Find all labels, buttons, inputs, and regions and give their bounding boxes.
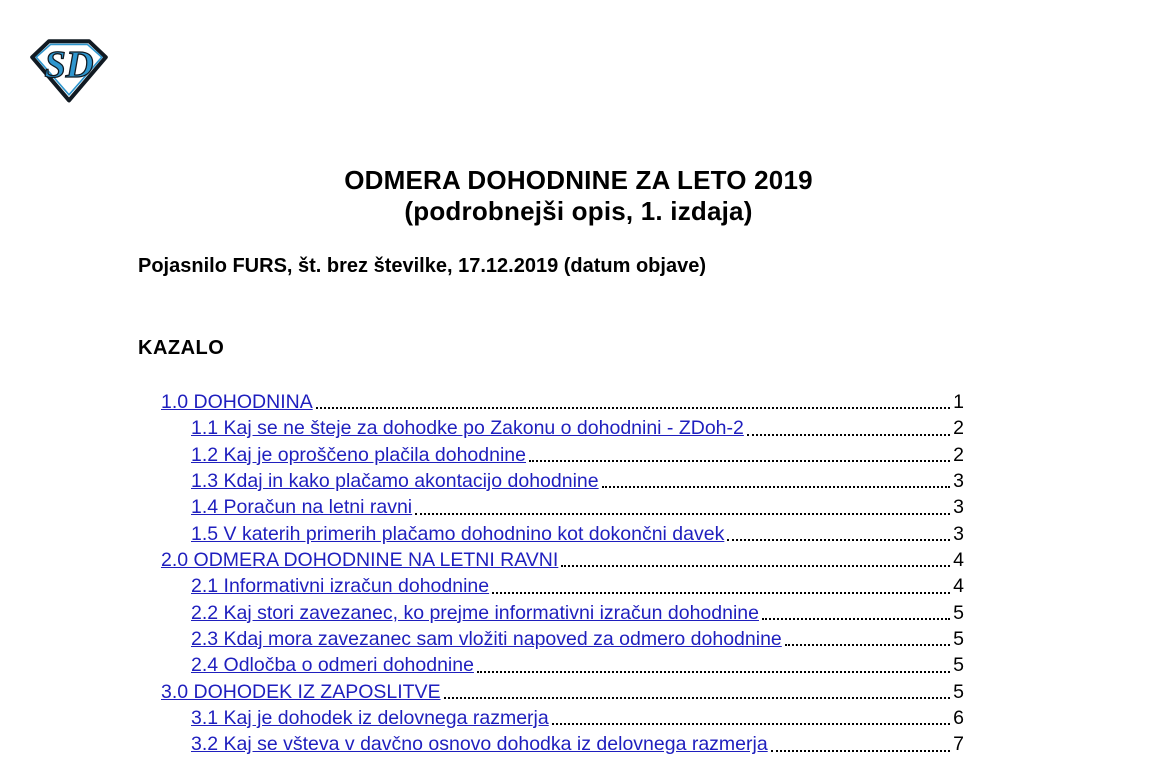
toc-entry-link[interactable]: 1.3 Kdaj in kako plačamo akontacijo dohodnine <box>191 470 599 493</box>
toc-leader-dots <box>747 434 950 436</box>
toc-entry-link[interactable]: 2.4 Odločba o odmeri dohodnine <box>191 654 474 677</box>
toc-leader-dots <box>771 750 950 752</box>
toc-entry-page: 7 <box>953 733 964 756</box>
toc-entry-page: 5 <box>953 628 964 651</box>
toc-leader-dots <box>552 723 950 725</box>
toc-entry <box>161 415 964 441</box>
toc-entry-link[interactable]: 2.0 ODMERA DOHODNINE NA LETNI RAVNI <box>161 549 559 572</box>
toc-entry <box>161 705 964 731</box>
toc-entry-page: 2 <box>953 443 964 466</box>
toc-entry <box>161 547 964 573</box>
toc-entry-link[interactable]: 3.2 Kaj se všteva v davčno osnovo dohodka iz delovnega razmerja <box>191 733 768 756</box>
toc-entry-link[interactable]: 2.3 Kdaj mora zavezanec sam vložiti napoved za odmero dohodnine <box>191 628 782 651</box>
toc-leader-dots <box>602 486 951 488</box>
title-line-2: (podrobnejši opis, 1. izdaja) <box>404 196 753 226</box>
toc-entry-link[interactable]: 1.2 Kaj je oproščeno plačila dohodnine <box>191 443 526 466</box>
toc-entry <box>161 389 964 415</box>
toc-entry-link[interactable]: 1.4 Poračun na letni ravni <box>191 496 413 519</box>
toc-entry <box>161 521 964 547</box>
document-subtitle: Pojasnilo FURS, št. brez številke, 17.12.2019 (datum objave) <box>138 255 706 277</box>
toc-entry-page: 3 <box>953 470 964 493</box>
toc-entry <box>161 600 964 626</box>
toc-entry <box>161 468 964 494</box>
toc-entry <box>161 679 964 705</box>
toc-entry-page: 3 <box>953 522 964 545</box>
document-title <box>0 165 1157 227</box>
toc-entry <box>161 626 964 652</box>
toc-entry-page: 4 <box>953 575 964 598</box>
toc-list <box>161 389 964 758</box>
toc-leader-dots <box>762 618 950 620</box>
toc-entry-page: 5 <box>953 654 964 677</box>
svg-text:SD: SD <box>44 44 94 87</box>
title-line-1: ODMERA DOHODNINE ZA LETO 2019 <box>344 165 813 195</box>
toc-entry <box>161 442 964 468</box>
toc-leader-dots <box>444 697 951 699</box>
toc-entry-link[interactable]: 1.5 V katerih primerih plačamo dohodnino kot dokončni davek <box>191 522 725 545</box>
toc-entry-page: 5 <box>953 680 964 703</box>
toc-heading: KAZALO <box>138 337 225 359</box>
toc-entry-link[interactable]: 1.1 Kaj se ne šteje za dohodke po Zakonu o dohodnini - ZDoh-2 <box>191 417 744 440</box>
toc-entry-page: 6 <box>953 707 964 730</box>
toc-leader-dots <box>492 592 950 594</box>
toc-leader-dots <box>316 407 950 409</box>
sd-logo-icon <box>29 36 109 104</box>
toc-entry-page: 1 <box>953 391 964 413</box>
toc-entry-link[interactable]: 2.1 Informativni izračun dohodnine <box>191 575 490 598</box>
toc-entry-link[interactable]: 2.2 Kaj stori zavezanec, ko prejme informativni izračun dohodnine <box>191 601 759 624</box>
toc-entry-page: 4 <box>953 549 964 572</box>
toc-leader-dots <box>561 565 950 567</box>
sd-logo <box>29 36 109 104</box>
toc-leader-dots <box>529 460 950 462</box>
toc-entry <box>161 573 964 599</box>
toc-leader-dots <box>785 644 950 646</box>
toc-leader-dots <box>415 513 950 515</box>
toc-leader-dots <box>477 671 950 673</box>
toc-entry <box>161 494 964 520</box>
toc-leader-dots <box>727 539 950 541</box>
toc-entry-page: 2 <box>953 417 964 440</box>
toc-entry-link[interactable]: 3.0 DOHODEK IZ ZAPOSLITVE <box>161 680 441 703</box>
toc-entry-page: 3 <box>953 496 964 519</box>
toc-entry-link[interactable]: 1.0 DOHODNINA <box>161 391 313 413</box>
toc-entry <box>161 731 964 757</box>
toc-entry-link[interactable]: 3.1 Kaj je dohodek iz delovnega razmerja <box>191 707 549 730</box>
toc-entry-page: 5 <box>953 601 964 624</box>
toc-entry <box>161 652 964 678</box>
